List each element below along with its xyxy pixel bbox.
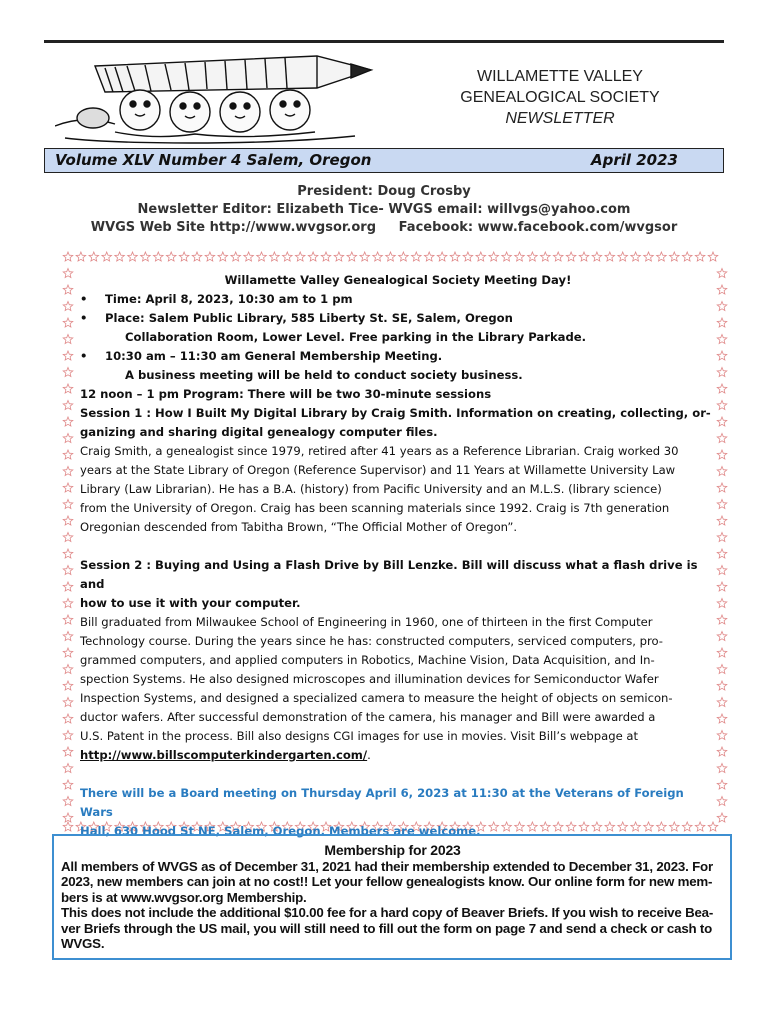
border-star-icon [334,252,344,261]
border-star-icon [63,764,73,773]
meeting-content [80,271,716,841]
session2-body-4: spection Systems. He also designed microscopes and illumination devices for Semiconductor Wafer [80,672,659,686]
border-star-icon [717,285,727,294]
border-star-icon [63,566,73,575]
border-star-icon [63,516,73,525]
meeting-place-text: Place: Salem Public Library, 585 Liberty St. SE, Salem, Oregon [105,311,513,325]
meeting-title: Willamette Valley Genealogical Society Meeting Day! [224,273,572,287]
border-star-icon [717,797,727,806]
session2-body-6: ductor wafers. After successful demonstration of the camera, his manager and Bill were awarded a [80,710,656,724]
border-star-icon [717,780,727,789]
org-line-1: WILLAMETTE VALLEY [477,68,643,85]
border-star-icon [717,434,727,443]
border-star-icon [283,252,293,261]
membership-line-2: 2023, new members can join at no cost!! Let your fellow genealogists know. Our online form for new mem- [61,874,713,889]
border-star-icon [717,731,727,740]
membership-box [52,834,732,960]
border-star-icon [63,467,73,476]
website-link[interactable]: WVGS Web Site http://www.wvgsor.org [90,220,377,235]
border-star-icon [63,813,73,822]
general-meeting: • 10:30 am – 11:30 am General Membership Meeting. [80,347,716,366]
border-star-icon [192,252,202,261]
session1-body-4: from the University of Oregon. Craig has been scanning materials since 1992. Craig is 7th generation [80,501,670,515]
border-star-icon [102,252,112,261]
border-star-icon [295,252,305,261]
border-star-icon [695,252,705,261]
president-line: President: Doug Crosby [297,184,471,199]
border-star-icon [717,483,727,492]
session1-body-5: Oregonian descended from Tabitha Brown, “The Official Mother of Oregon”. [80,520,518,534]
border-star-icon [63,302,73,311]
border-star-icon [179,252,189,261]
border-star-icon [717,698,727,707]
border-star-icon [717,714,727,723]
meeting-place [80,309,716,328]
border-star-icon [717,615,727,624]
border-star-icon [717,681,727,690]
border-star-icon [63,582,73,591]
border-star-icon [231,252,241,261]
border-star-icon [399,252,409,261]
meeting-time: • Time: April 8, 2023, 10:30 am to 1 pm [80,290,716,309]
border-star-icon [717,351,727,360]
border-star-icon [717,632,727,641]
org-line-2: GENEALOGICAL SOCIETY [460,89,660,106]
border-star-icon [63,632,73,641]
editor-line: Newsletter Editor: Elizabeth Tice- WVGS email: willvgs@yahoo.com [137,202,631,217]
session1-heading: Session 1 : How I Built My Digital Library by Craig Smith. Information on creating, collecting, or- [80,406,711,420]
border-star-icon [412,252,422,261]
membership-line-3: bers is at www.wvgsor.org Membership. [61,889,307,905]
web-line [44,220,724,235]
border-star-icon [717,582,727,591]
membership-title: Membership for 2023 [324,842,461,858]
session2-body-2: Technology course. During the years since he has: constructed computers, serviced computers, pro- [80,634,663,648]
border-star-icon [63,615,73,624]
border-star-icon [270,252,280,261]
volume-bar [44,148,724,173]
border-star-icon [682,252,692,261]
border-star-icon [592,252,602,261]
border-star-icon [63,401,73,410]
border-star-icon [141,252,151,261]
border-star-icon [717,467,727,476]
border-star-icon [63,285,73,294]
border-star-icon [553,252,563,261]
bills-webpage-link[interactable]: http://www.billscomputerkindergarten.com/ [80,748,368,762]
border-star-icon [528,252,538,261]
border-star-icon [717,417,727,426]
border-star-icon [717,302,727,311]
border-star-icon [463,252,473,261]
session2-body-5: Inspection Systems, and designed a specialized camera to measure the height of objects on semicon- [80,691,673,705]
organization-name [430,66,690,129]
border-star-icon [386,252,396,261]
beaver-pencil-logo [55,48,375,148]
session1-body-2: years at the State Library of Oregon (Reference Supervisor) and 11 Years at Willamette University Law [80,463,676,477]
border-star-icon [257,252,267,261]
program-line: 12 noon – 1 pm Program: There will be two 30-minute sessions [80,387,492,401]
border-star-icon [63,549,73,558]
border-star-icon [205,252,215,261]
session2-link-line: http://www.billscomputerkindergarten.com/. [80,748,371,762]
border-star-icon [63,450,73,459]
border-star-icon [218,252,228,261]
session1-heading-cont: ganizing and sharing digital genealogy computer files. [80,425,438,439]
volume-info: Volume XLV Number 4 Salem, Oregon [55,151,372,169]
border-star-icon [717,368,727,377]
membership-line-4: This does not include the additional $10.00 fee for a hard copy of Beaver Briefs. If you wish to receive Bea- [61,905,714,920]
border-star-icon [89,252,99,261]
session1-body-1: Craig Smith, a genealogist since 1979, retired after 41 years as a Reference Librarian. Craig worked 30 [80,444,679,458]
membership-line-1: All members of WVGS as of December 31, 2021 had their membership extended to December 31, 2023. For [61,858,713,874]
session1-body-3: Library (Law Librarian). He has a B.A. (history) from Pacific University and an M.L.S. (library science) [80,482,662,496]
membership-line-5: ver Briefs through the US mail, you will still need to fill out the form on page 7 and send a check or cash to [61,920,713,936]
border-star-icon [373,252,383,261]
border-star-icon [717,764,727,773]
border-star-icon [717,747,727,756]
border-star-icon [166,252,176,261]
border-star-icon [63,252,73,261]
border-star-icon [63,434,73,443]
border-star-icon [708,252,718,261]
border-star-icon [717,813,727,822]
border-star-icon [717,648,727,657]
session2-heading: Session 2 : Buying and Using a Flash Drive by Bill Lenzke. Bill will discuss what a flash drive is and [80,558,698,591]
border-star-icon [717,599,727,608]
border-star-icon [437,252,447,261]
border-star-icon [717,318,727,327]
border-star-icon [63,780,73,789]
border-star-icon [63,665,73,674]
border-star-icon [63,747,73,756]
border-star-icon [128,252,138,261]
border-star-icon [657,252,667,261]
border-star-icon [63,731,73,740]
border-star-icon [347,252,357,261]
session2-heading-cont: how to use it with your computer. [80,596,301,610]
facebook-link[interactable]: Facebook: www.facebook.com/wvgsor [398,220,678,235]
border-star-icon [63,714,73,723]
border-star-icon [450,252,460,261]
org-line-3: NEWSLETTER [505,110,615,127]
border-star-icon [579,252,589,261]
border-star-icon [63,335,73,344]
border-star-icon [717,401,727,410]
border-star-icon [618,252,628,261]
border-star-icon [63,533,73,542]
border-star-icon [717,566,727,575]
border-star-icon [631,252,641,261]
border-star-icon [63,269,73,278]
general-meeting-detail: A business meeting will be held to conduct society business. [125,368,523,382]
border-star-icon [644,252,654,261]
border-star-icon [308,252,318,261]
border-star-icon [63,417,73,426]
border-star-icon [605,252,615,261]
border-star-icon [717,549,727,558]
border-star-icon [717,269,727,278]
border-star-icon [63,368,73,377]
border-star-icon [63,384,73,393]
border-star-icon [63,351,73,360]
border-star-icon [717,500,727,509]
border-star-icon [63,698,73,707]
border-star-icon [515,252,525,261]
border-star-icon [154,252,164,261]
session2-body-7: U.S. Patent in the process. Bill also designs CGI images for use in movies. Visit Bill’s webpage at [80,729,639,743]
border-star-icon [717,335,727,344]
border-star-icon [63,648,73,657]
membership-line-6: WVGS. [61,936,105,951]
border-star-icon [115,252,125,261]
issue-date: April 2023 [591,151,678,169]
border-star-icon [476,252,486,261]
meeting-list-2 [80,347,716,366]
border-star-icon [360,252,370,261]
border-star-icon [76,252,86,261]
border-star-icon [717,516,727,525]
border-star-icon [63,681,73,690]
border-star-icon [63,500,73,509]
border-star-icon [63,822,73,831]
meeting-place-detail: Collaboration Room, Lower Level. Free parking in the Library Parkade. [125,330,587,344]
border-star-icon [717,665,727,674]
border-star-icon [717,533,727,542]
border-star-icon [244,252,254,261]
meeting-list [80,290,716,328]
border-star-icon [717,450,727,459]
border-star-icon [63,797,73,806]
board-meeting-line-2: Hall, 630 Hood St NE, Salem, Oregon. Members are welcome. [80,824,481,838]
border-star-icon [321,252,331,261]
session2-body-1: Bill graduated from Milwaukee School of Engineering in 1960, one of thirteen in the first Computer [80,615,653,629]
border-star-icon [717,384,727,393]
border-star-icon [63,483,73,492]
session2-body-3: grammed computers, and applied computers in Robotics, Machine Vision, Data Acquisition, and In- [80,653,655,667]
border-star-icon [670,252,680,261]
border-star-icon [502,252,512,261]
border-star-icon [489,252,499,261]
board-meeting-line-1: There will be a Board meeting on Thursday April 6, 2023 at 11:30 at the Veterans of Foreign Wars [80,786,684,819]
border-star-icon [566,252,576,261]
border-star-icon [63,599,73,608]
border-star-icon [424,252,434,261]
top-rule [44,40,724,43]
border-star-icon [63,318,73,327]
border-star-icon [541,252,551,261]
